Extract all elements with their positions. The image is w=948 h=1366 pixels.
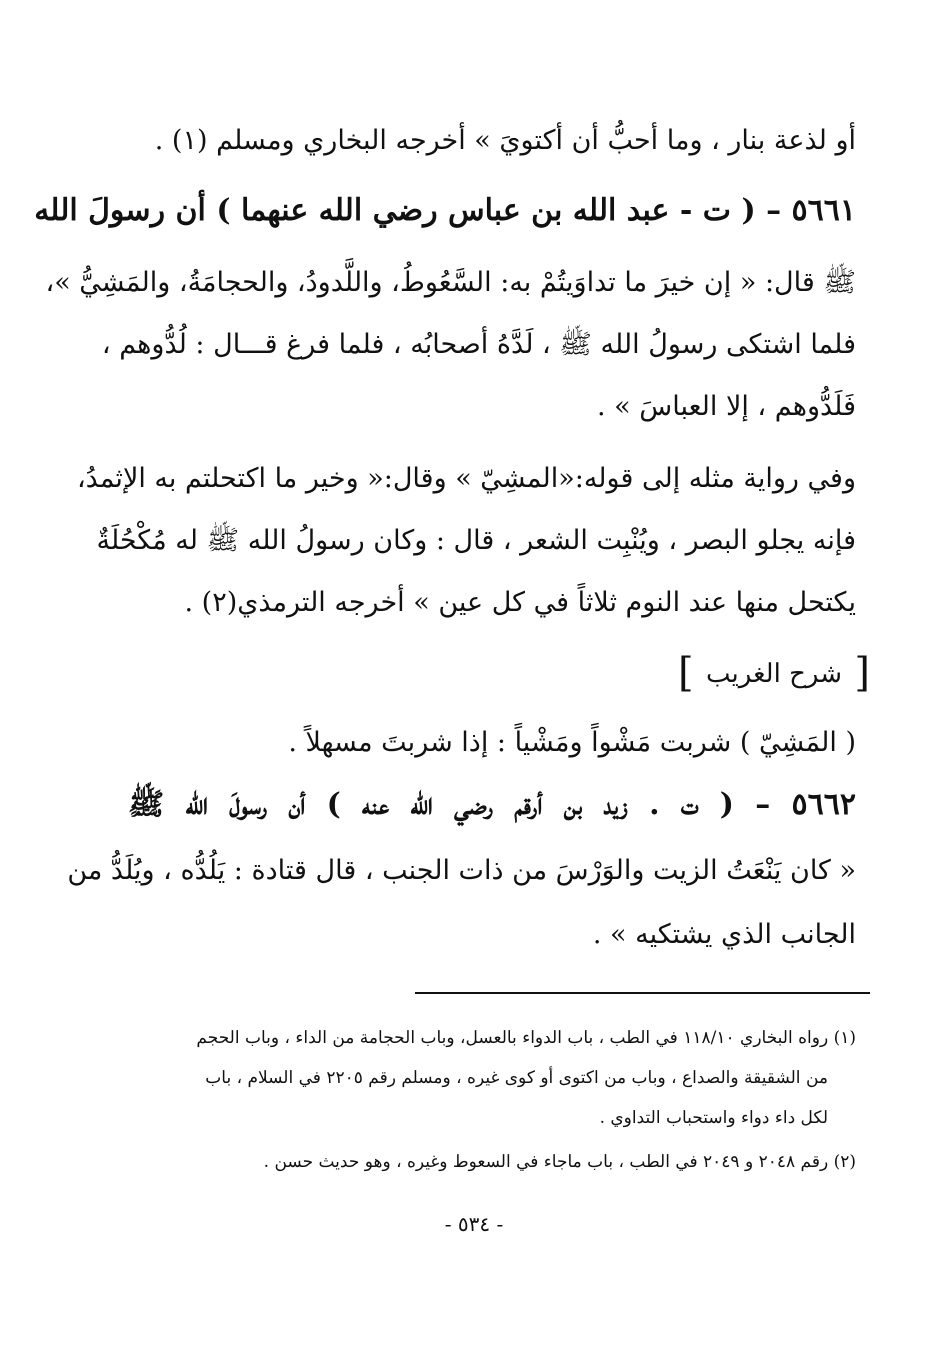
text-line: يكتحل منها عند النوم ثلاثاً في كل عين » أخرجه الترمذي(٢) .: [184, 587, 856, 618]
footnote-line: (١) رواه البخاري ١١٨/١٠ في الطب ، باب الدواء بالعسل، وباب الحجامة من الداء ، وباب الحجم: [196, 1028, 856, 1048]
footnote-line: من الشقيقة والصداع ، وباب من اكتوى أو كوى غيره ، ومسلم رقم ٢٢٠٥ في السلام ، باب: [205, 1068, 828, 1088]
text-line: أو لذعة بنار ، وما أحبُّ أن أكتويَ » أخرجه البخاري ومسلم (١) .: [154, 125, 856, 156]
page-number: - ٥٣٤ -: [444, 1212, 504, 1236]
section-heading: [ شرح الغريب ]: [692, 650, 856, 698]
text-line: فَلَدُّوهم ، إلا العباسَ » .: [597, 391, 856, 422]
footnote-divider: [415, 992, 870, 994]
hadith-5662-header: ٥٦٦٢ – ( ت . زيد بن أرقم رضي الله عنه ) أن رسولَ الله ﷺ: [128, 787, 856, 822]
footnote-line: (٢) رقم ٢٠٤٨ و ٢٠٤٩ في الطب ، باب ماجاء في السعوط وغيره ، وهو حديث حسن .: [263, 1152, 856, 1172]
footnote-line: لكل داء دواء واستحباب التداوي .: [599, 1108, 828, 1128]
text-line: فإنه يجلو البصر ، ويُنْبِت الشعر ، قال : وكان رسولُ الله ﷺ له مُكْحُلَةٌ: [96, 525, 856, 556]
text-line: فلما اشتكى رسولُ الله ﷺ ، لَدَّهُ أصحابُه ، فلما فرغ قـــال : لُدُّوهم ،: [101, 329, 856, 360]
text-line: الجانب الذي يشتكيه » .: [592, 919, 856, 950]
text-line: ( المَشِيّ ) شربت مَشْواً ومَشْياً : إذا شربتَ مسهلاً .: [288, 727, 856, 758]
text-line: « كان يَنْعَتُ الزيت والوَرْسَ من ذات الجنب ، قال قتادة : يَلُدُّه ، ويُلَدُّ من: [67, 855, 856, 886]
text-line: ﷺ قال: « إن خيرَ ما تداوَيتُمْ به: السَّعُوطُ، واللَّدودُ، والحجامَةُ، والمَشِيُّ »،: [45, 267, 856, 298]
hadith-5661-header: ٥٦٦١ – ( ت - عبد الله بن عباس رضي الله عنهما ) أن رسولَ الله: [34, 193, 856, 228]
text-line: وفي رواية مثله إلى قوله:«المشِيّ » وقال:« وخير ما اكتحلتم به الإثمدُ،: [76, 463, 856, 494]
